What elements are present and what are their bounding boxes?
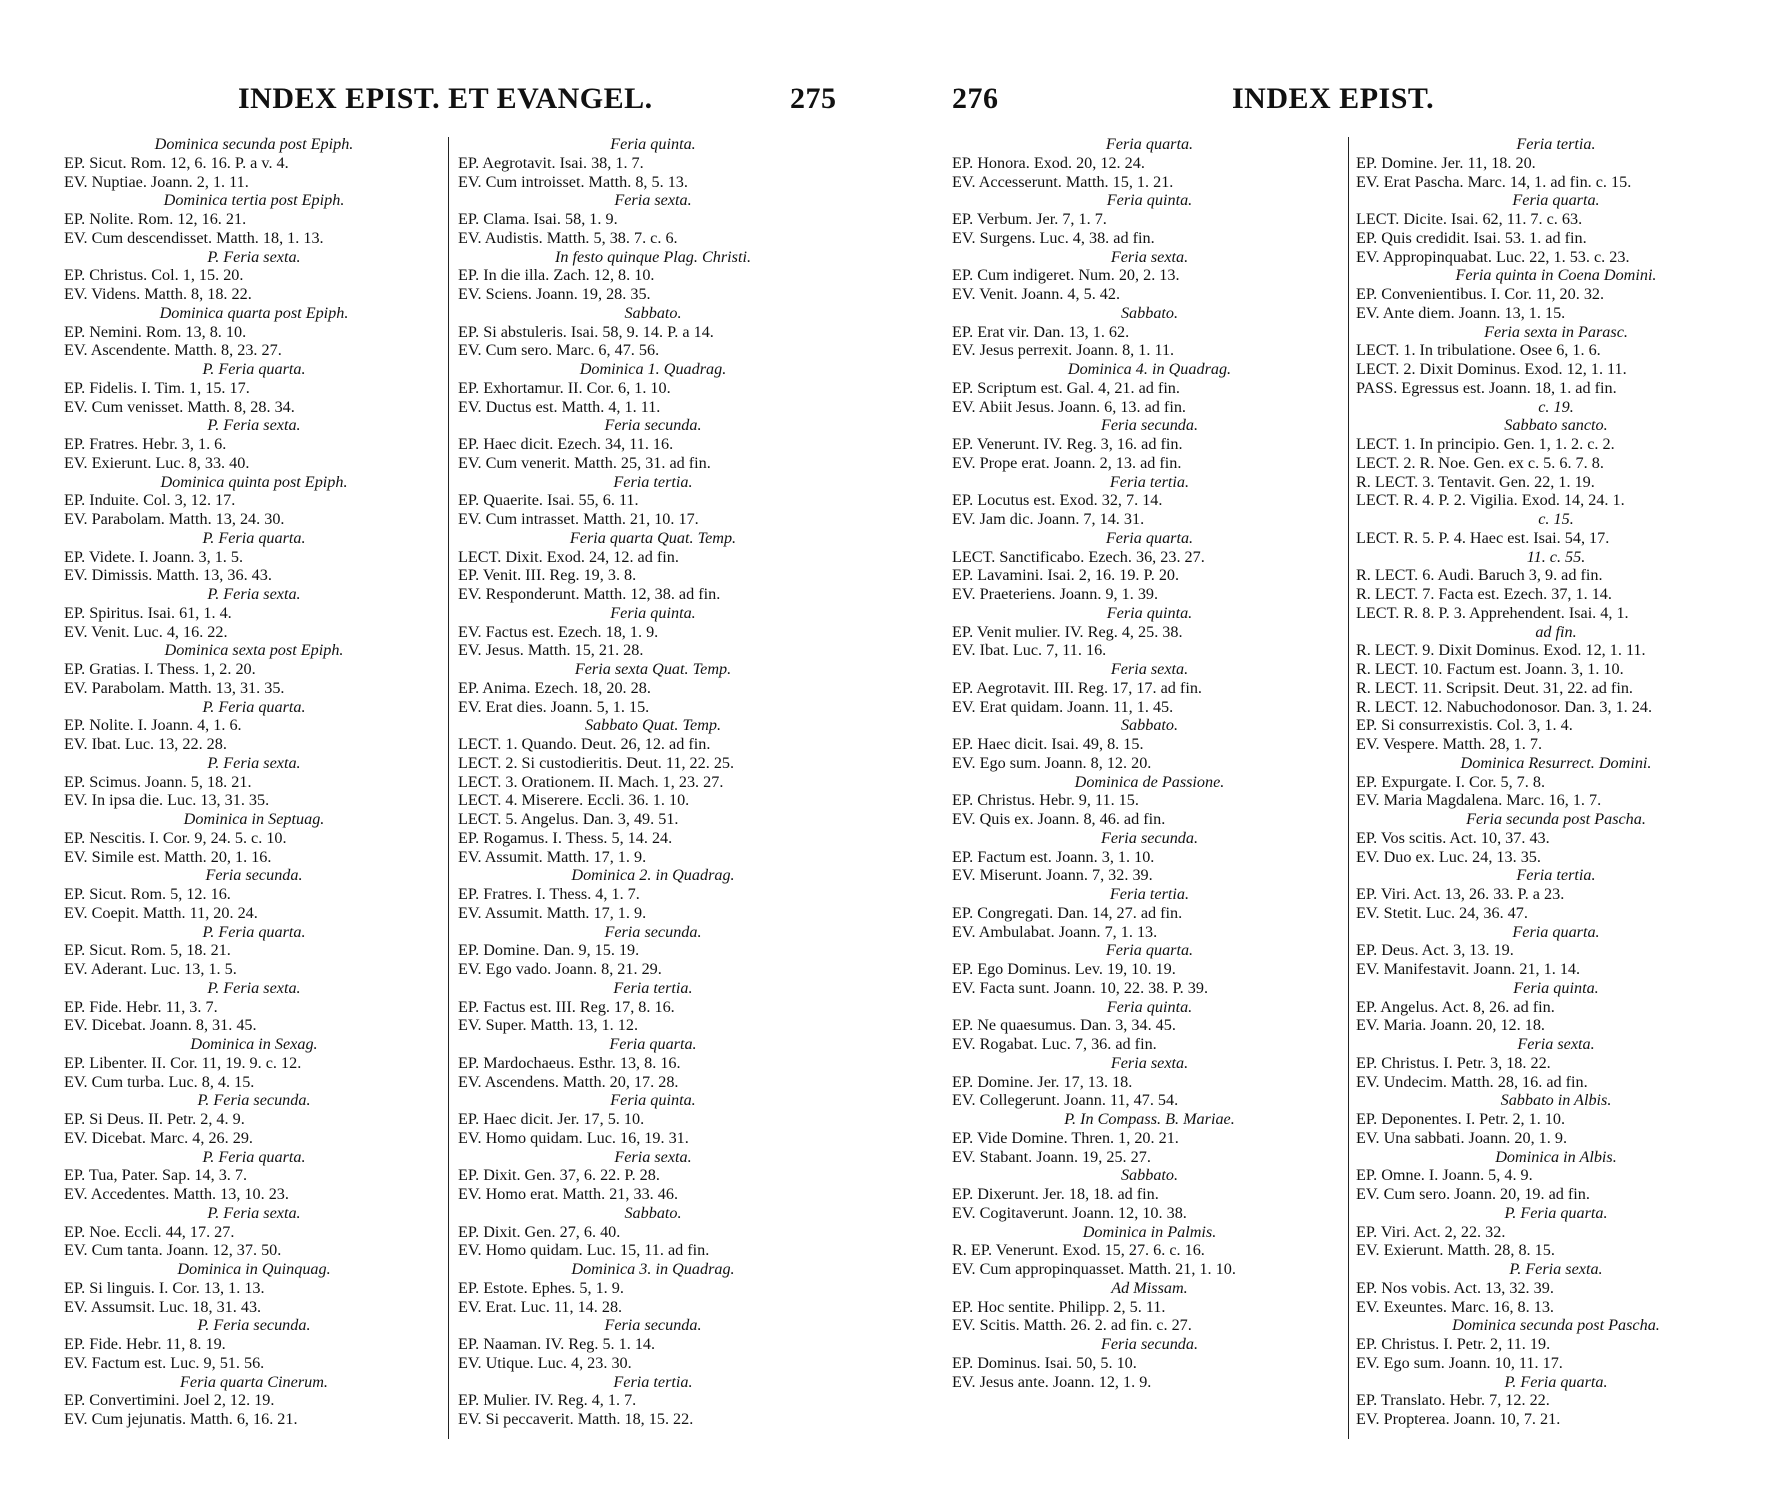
index-entry: EV. Super. Matth. 13, 1. 12. (458, 1016, 639, 1035)
index-entry: EP. Angelus. Act. 8, 26. ad fin. (1356, 997, 1555, 1016)
index-heading: Dominica in Quinquag. (177, 1260, 331, 1278)
index-entry: EV. Audistis. Matth. 5, 38. 7. c. 6. (458, 228, 678, 247)
index-entry: EP. Vide Domine. Thren. 1, 20. 21. (952, 1128, 1179, 1147)
index-entry: EP. Expurgate. I. Cor. 5, 7. 8. (1356, 772, 1545, 791)
index-entry: EP. Dominus. Isai. 50, 5. 10. (952, 1353, 1137, 1372)
index-heading: Dominica in Albis. (1495, 1147, 1617, 1166)
index-heading: Sabbato. (1120, 1166, 1179, 1185)
index-entry: EV. Jesus perrexit. Joann. 8, 1. 11. (952, 341, 1175, 360)
index-entry: EV. Duo ex. Luc. 24, 13. 35. (1356, 847, 1541, 866)
index-entry: EP. Fratres. I. Thess. 4, 1. 7. (458, 885, 640, 903)
index-heading: Feria quinta. (1106, 603, 1193, 622)
index-heading: Feria secunda post Pascha. (1466, 810, 1646, 828)
index-entry: LECT. Dixit. Exod. 24, 12. ad fin. (458, 547, 679, 566)
index-entry: EP. Aegrotavit. III. Reg. 17, 17. ad fin. (952, 678, 1202, 697)
index-entry: EV. Dicebat. Joann. 8, 31. 45. (64, 1016, 257, 1035)
index-heading: Feria secunda. (604, 922, 702, 941)
index-entry: R. EP. Venerunt. Exod. 15, 27. 6. c. 16. (952, 1241, 1205, 1260)
index-entry: EP. Fide. Hebr. 11, 3. 7. (64, 997, 218, 1016)
index-entry: EP. Translato. Hebr. 7, 12. 22. (1356, 1391, 1550, 1410)
index-heading: Dominica in Septuag. (183, 810, 325, 828)
index-entry: EP. Nescitis. I. Cor. 9, 24. 5. c. 10. (64, 828, 287, 847)
index-entry: EP. Exhortamur. II. Cor. 6, 1. 10. (458, 378, 671, 397)
index-entry: EV. Exierunt. Matth. 28, 8. 15. (1356, 1241, 1555, 1260)
index-entry: EV. Ascendente. Matth. 8, 23. 27. (64, 341, 282, 360)
index-entry: EP. Convenientibus. I. Cor. 11, 20. 32. (1356, 285, 1605, 303)
index-entry: EV. Scitis. Matth. 26. 2. ad fin. c. 27. (952, 1316, 1192, 1335)
index-entry: EV. Praeteriens. Joann. 9, 1. 39. (952, 585, 1159, 603)
index-entry: EV. Facta sunt. Joann. 10, 22. 38. P. 39. (952, 978, 1209, 997)
index-heading: Dominica de Passione. (1074, 772, 1225, 791)
index-entry: EV. Dicebat. Marc. 4, 26. 29. (64, 1128, 253, 1147)
index-entry: EV. Homo quidam. Luc. 16, 19. 31. (458, 1128, 689, 1147)
index-heading: P. Feria sexta. (207, 1203, 301, 1222)
right-page-title: INDEX EPIST. (1232, 82, 1435, 115)
index-entry: EV. Parabolam. Matth. 13, 24. 30. (64, 510, 285, 528)
index-heading: Feria tertia. (1109, 472, 1190, 491)
index-entry: EV. Surgens. Luc. 4, 38. ad fin. (952, 228, 1155, 247)
index-heading: Feria quarta. (1105, 528, 1194, 547)
index-heading: P. Feria sexta. (207, 978, 301, 997)
index-entry: EV. Collegerunt. Joann. 11, 47. 54. (952, 1091, 1179, 1110)
index-heading: Sabbato sancto. (1504, 416, 1608, 435)
column-divider (448, 137, 449, 1439)
right-page-column-2 (1356, 135, 1756, 1429)
index-entry: EV. Ego sum. Joann. 8, 12. 20. (952, 753, 1152, 772)
index-heading: Feria sexta in Parasc. (1484, 322, 1628, 341)
index-heading: Feria sexta. (1110, 247, 1189, 266)
index-entry: EV. Dimissis. Matth. 13, 36. 43. (64, 566, 272, 585)
index-heading: Dominica 2. in Quadrag. (571, 866, 735, 885)
index-entry: EP. Omne. I. Joann. 5, 4. 9. (1356, 1166, 1533, 1185)
index-entry: EP. Spiritus. Isai. 61, 1. 4. (64, 603, 232, 622)
index-entry: EP. Naaman. IV. Reg. 5. 1. 14. (458, 1335, 656, 1353)
index-entry: R. LECT. 12. Nabuchodonosor. Dan. 3, 1. 24. (1356, 697, 1652, 716)
index-entry: EV. In ipsa die. Luc. 13, 31. 35. (64, 791, 270, 810)
index-entry: EP. Sicut. Rom. 12, 6. 16. P. a v. 4. (64, 153, 289, 172)
index-entry: EP. Convertimini. Joel 2, 12. 19. (64, 1391, 275, 1410)
index-heading: Feria sexta. (614, 191, 692, 210)
right-page (890, 0, 1780, 1500)
index-entry: EP. Vos scitis. Act. 10, 37. 43. (1356, 828, 1550, 847)
index-heading: Feria secunda. (1100, 416, 1199, 435)
index-heading: Feria quarta. (609, 1035, 697, 1053)
index-entry: EV. Erat Pascha. Marc. 14, 1. ad fin. c. 15. (1356, 172, 1632, 191)
index-heading: Feria quarta Cinerum. (180, 1372, 328, 1391)
index-entry: EV. Ibat. Luc. 7, 11. 16. (952, 641, 1107, 660)
index-heading: Sabbato in Albis. (1500, 1091, 1612, 1110)
index-heading: P. Feria quarta. (202, 697, 306, 716)
index-entry: EP. Si abstuleris. Isai. 58, 9. 14. P. a 14. (458, 322, 714, 341)
index-entry: EP. Mulier. IV. Reg. 4, 1. 7. (458, 1391, 637, 1410)
index-entry: LECT. Sanctificabo. Ezech. 36, 23. 27. (952, 547, 1205, 566)
index-entry: LECT. 1. Quando. Deut. 26, 12. ad fin. (458, 735, 711, 753)
index-entry: EV. Ego vado. Joann. 8, 21. 29. (458, 960, 662, 978)
index-entry: R. LECT. 7. Facta est. Ezech. 37, 1. 14. (1356, 585, 1612, 603)
index-entry: EV. Cum turba. Luc. 8, 4. 15. (64, 1072, 255, 1091)
index-entry: EP. Fide. Hebr. 11, 8. 19. (64, 1335, 226, 1353)
index-entry: EV. Cum intrasset. Matth. 21, 10. 17. (458, 510, 699, 528)
index-heading: ad fin. (1535, 622, 1577, 641)
index-entry: EV. Ductus est. Matth. 4, 1. 11. (458, 397, 661, 416)
index-entry: EV. Cogitaverunt. Joann. 12, 10. 38. (952, 1203, 1187, 1222)
index-heading: Feria secunda. (1100, 1335, 1199, 1353)
index-entry: EV. Venit. Luc. 4, 16. 22. (64, 622, 228, 641)
index-heading: P. Feria sexta. (207, 585, 301, 603)
index-entry: EP. Libenter. II. Cor. 11, 19. 9. c. 12. (64, 1053, 302, 1072)
index-entry: EP. Dixit. Gen. 37, 6. 22. P. 28. (458, 1166, 660, 1185)
index-entry: EP. Aegrotavit. Isai. 38, 1. 7. (458, 153, 644, 172)
index-entry: EV. Factus est. Ezech. 18, 1. 9. (458, 622, 659, 641)
index-heading: Feria sexta Quat. Temp. (574, 660, 732, 678)
index-entry: EP. Venit mulier. IV. Reg. 4, 25. 38. (952, 622, 1183, 641)
index-entry: EV. Stabant. Joann. 19, 25. 27. (952, 1147, 1151, 1166)
index-heading: Dominica sexta post Epiph. (164, 641, 344, 660)
index-entry: EV. Responderunt. Matth. 12, 38. ad fin. (458, 585, 721, 603)
index-heading: P. Feria secunda. (197, 1316, 311, 1335)
index-entry: EP. Quaerite. Isai. 55, 6. 11. (458, 491, 639, 510)
index-heading: Feria quarta. (1512, 922, 1600, 941)
left-page-column-1 (64, 135, 444, 1429)
index-entry: EV. Aderant. Luc. 13, 1. 5. (64, 960, 237, 978)
index-entry: EP. Nemini. Rom. 13, 8. 10. (64, 322, 247, 341)
index-heading: Feria quinta. (610, 135, 696, 153)
index-entry: EP. Quis credidit. Isai. 53. 1. ad fin. (1356, 228, 1587, 247)
index-entry: EP. Viri. Act. 13, 26. 33. P. a 23. (1356, 885, 1565, 903)
left-page-number: 275 (790, 82, 837, 115)
index-entry: EP. Haec dicit. Jer. 17, 5. 10. (458, 1110, 645, 1128)
index-entry: EV. Factum est. Luc. 9, 51. 56. (64, 1353, 265, 1372)
index-entry: EV. Jesus. Matth. 15, 21. 28. (458, 641, 644, 660)
index-entry: R. LECT. 6. Audi. Baruch 3, 9. ad fin. (1356, 566, 1603, 585)
index-entry: LECT. Dicite. Isai. 62, 11. 7. c. 63. (1356, 210, 1583, 228)
index-heading: Dominica quarta post Epiph. (159, 303, 349, 322)
index-entry: EP. Gratias. I. Thess. 1, 2. 20. (64, 660, 256, 678)
index-heading: Feria tertia. (613, 472, 693, 491)
index-entry: EP. Christus. I. Petr. 3, 18. 22. (1356, 1053, 1551, 1072)
index-entry: EP. Congregati. Dan. 14, 27. ad fin. (952, 903, 1183, 922)
index-entry: EP. Rogamus. I. Thess. 5, 14. 24. (458, 828, 673, 847)
index-heading: P. Feria quarta. (202, 1147, 306, 1166)
index-entry: EV. Propterea. Joann. 10, 7. 21. (1356, 1410, 1561, 1428)
index-entry: EP. Venerunt. IV. Reg. 3, 16. ad fin. (952, 435, 1183, 453)
index-entry: EV. Ambulabat. Joann. 7, 1. 13. (952, 922, 1158, 941)
index-heading: Feria tertia. (1109, 885, 1190, 903)
index-entry: R. LECT. 9. Dixit Dominus. Exod. 12, 1. 11. (1356, 641, 1646, 660)
index-entry: EV. Cum sero. Joann. 20, 19. ad fin. (1356, 1185, 1590, 1203)
index-entry: EV. Manifestavit. Joann. 21, 1. 14. (1356, 960, 1581, 978)
index-entry: LECT. 5. Angelus. Dan. 3, 49. 51. (458, 810, 679, 828)
index-entry: EV. Ibat. Luc. 13, 22. 28. (64, 735, 227, 753)
index-heading: In festo quinque Plag. Christi. (554, 247, 752, 266)
index-entry: EP. Fidelis. I. Tim. 1, 15. 17. (64, 378, 250, 397)
index-heading: Feria quinta. (1106, 997, 1193, 1016)
index-entry: EP. Locutus est. Exod. 32, 7. 14. (952, 491, 1163, 510)
column-divider (1348, 137, 1349, 1439)
right-page-column-1 (952, 135, 1347, 1391)
index-entry: EP. Deponentes. I. Petr. 2, 1. 10. (1356, 1110, 1566, 1128)
index-heading: Feria secunda. (604, 1316, 702, 1335)
index-entry: EP. Tua, Pater. Sap. 14, 3. 7. (64, 1166, 248, 1185)
index-entry: EP. Christus. Col. 1, 15. 20. (64, 266, 244, 285)
index-entry: EP. Si linguis. I. Cor. 13, 1. 13. (64, 1278, 265, 1297)
index-entry: LECT. R. 8. P. 3. Apprehendent. Isai. 4, 1. (1356, 603, 1629, 622)
index-entry: EP. Hoc sentite. Philipp. 2, 5. 11. (952, 1297, 1166, 1316)
index-heading: Sabbato. (1120, 303, 1179, 322)
index-entry: EP. Cum indigeret. Num. 20, 2. 13. (952, 266, 1180, 285)
index-heading: Feria quarta. (1105, 941, 1194, 960)
index-heading: Dominica quinta post Epiph. (160, 472, 348, 491)
index-entry: EV. Exeuntes. Marc. 16, 8. 13. (1356, 1297, 1554, 1316)
index-heading: Feria tertia. (613, 1372, 693, 1391)
index-entry: EP. Domine. Jer. 11, 18. 20. (1356, 153, 1536, 172)
index-entry: EP. Sicut. Rom. 5, 12. 16. (64, 885, 231, 903)
index-entry: EP. Scriptum est. Gal. 4, 21. ad fin. (952, 378, 1180, 397)
index-entry: EV. Abiit Jesus. Joann. 6, 13. ad fin. (952, 397, 1186, 416)
index-entry: EP. Domine. Jer. 17, 13. 18. (952, 1072, 1133, 1091)
index-entry: LECT. R. 5. P. 4. Haec est. Isai. 54, 17. (1356, 528, 1610, 547)
index-heading: Feria secunda. (1100, 828, 1199, 847)
index-entry: EV. Erat quidam. Joann. 11, 1. 45. (952, 697, 1174, 716)
index-entry: LECT. 2. R. Noe. Gen. ex c. 5. 6. 7. 8. (1356, 453, 1604, 472)
index-entry: EV. Assumsit. Luc. 18, 31. 43. (64, 1297, 262, 1316)
index-heading: Feria sexta. (1110, 1053, 1189, 1072)
index-entry: EP. Noe. Eccli. 44, 17. 27. (64, 1222, 235, 1241)
index-heading: Feria quinta in Coena Domini. (1455, 266, 1657, 285)
index-entry: EV. Accedentes. Matth. 13, 10. 23. (64, 1185, 289, 1203)
index-heading: Sabbato. (624, 1203, 682, 1222)
index-entry: R. LECT. 11. Scripsit. Deut. 31, 22. ad fin. (1356, 678, 1633, 697)
index-heading: Feria tertia. (1516, 866, 1596, 885)
index-entry: EP. Ego Dominus. Lev. 19, 10. 19. (952, 960, 1176, 978)
index-entry: EV. Undecim. Matth. 28, 16. ad fin. (1356, 1072, 1588, 1091)
index-entry: EV. Maria Magdalena. Marc. 16, 1. 7. (1356, 791, 1602, 810)
index-heading: P. Feria sexta. (207, 753, 301, 772)
index-entry: EP. Christus. Hebr. 9, 11. 15. (952, 791, 1139, 810)
index-entry: EV. Videns. Matth. 8, 18. 22. (64, 285, 252, 303)
index-entry: EP. Honora. Exod. 20, 12. 24. (952, 153, 1145, 172)
index-entry: EP. Clama. Isai. 58, 1. 9. (458, 210, 618, 228)
index-heading: Sabbato. (624, 303, 682, 322)
index-entry: EP. Haec dicit. Ezech. 34, 11. 16. (458, 435, 674, 453)
index-entry: EP. Dixit. Gen. 27, 6. 40. (458, 1222, 621, 1241)
index-heading: Sabbato Quat. Temp. (584, 716, 722, 735)
right-page-number: 276 (952, 82, 999, 115)
index-heading: P. Feria quarta. (202, 360, 306, 378)
index-entry: EP. Mardochaeus. Esthr. 13, 8. 16. (458, 1053, 681, 1072)
index-heading: Feria quinta. (610, 1091, 696, 1110)
index-heading: P. Feria quarta. (202, 922, 306, 941)
index-entry: EP. Factus est. III. Reg. 17, 8. 16. (458, 997, 675, 1016)
index-entry: EV. Cum venerit. Matth. 25, 31. ad fin. (458, 453, 711, 472)
index-entry: EP. Fratres. Hebr. 3, 1. 6. (64, 435, 227, 453)
index-entry: EV. Quis ex. Joann. 8, 46. ad fin. (952, 810, 1166, 828)
index-entry: EV. Jam dic. Joann. 7, 14. 31. (952, 510, 1145, 528)
index-entry: EV. Cum appropinquasset. Matth. 21, 1. 10. (952, 1260, 1236, 1278)
index-entry: EP. Christus. I. Petr. 2, 11. 19. (1356, 1335, 1551, 1353)
index-entry: LECT. 2. Si custodieritis. Deut. 11, 22. 25. (458, 753, 735, 772)
index-entry: EV. Rogabat. Luc. 7, 36. ad fin. (952, 1035, 1157, 1053)
index-entry: EV. Assumit. Matth. 17, 1. 9. (458, 847, 647, 866)
index-entry: LECT. 3. Orationem. II. Mach. 1, 23. 27. (458, 772, 724, 791)
index-heading: Feria tertia. (1516, 135, 1596, 153)
index-heading: Feria sexta. (1110, 660, 1189, 678)
index-entry: EP. Estote. Ephes. 5, 1. 9. (458, 1278, 624, 1297)
index-entry: EP. Anima. Ezech. 18, 20. 28. (458, 678, 651, 697)
index-entry: EP. Nos vobis. Act. 13, 32. 39. (1356, 1278, 1554, 1297)
index-entry: EV. Ascendens. Matth. 20, 17. 28. (458, 1072, 679, 1091)
index-heading: P. Feria sexta. (207, 247, 301, 266)
index-heading: P. Feria sexta. (207, 416, 301, 435)
index-entry: EV. Assumit. Matth. 17, 1. 9. (458, 903, 647, 922)
index-entry: EV. Accesserunt. Matth. 15, 1. 21. (952, 172, 1174, 191)
index-heading: Feria secunda. (205, 866, 303, 885)
index-entry: EP. Nolite. Rom. 12, 16. 21. (64, 210, 247, 228)
index-entry: EP. Induite. Col. 3, 12. 17. (64, 491, 236, 510)
index-heading: Dominica in Palmis. (1082, 1222, 1217, 1241)
index-entry: EV. Prope erat. Joann. 2, 13. ad fin. (952, 453, 1182, 472)
index-heading: Feria quarta. (1512, 191, 1600, 210)
index-entry: EV. Parabolam. Matth. 13, 31. 35. (64, 678, 285, 697)
index-heading: Dominica 1. Quadrag. (579, 360, 727, 378)
index-heading: Feria tertia. (613, 978, 693, 997)
index-heading: Dominica in Sexag. (190, 1035, 318, 1053)
index-entry: EV. Ante diem. Joann. 13, 1. 15. (1356, 303, 1566, 322)
index-heading: Feria sexta. (1517, 1035, 1595, 1053)
index-heading: Dominica secunda post Epiph. (154, 135, 354, 153)
index-entry: EV. Exierunt. Luc. 8, 33. 40. (64, 453, 250, 472)
index-heading: Feria quarta Quat. Temp. (569, 528, 737, 547)
index-entry: EV. Miserunt. Joann. 7, 32. 39. (952, 866, 1153, 885)
index-entry: EV. Si peccaverit. Matth. 18, 15. 22. (458, 1410, 694, 1428)
index-entry: EP. Scimus. Joann. 5, 18. 21. (64, 772, 252, 791)
index-heading: Dominica Resurrect. Domini. (1460, 753, 1652, 772)
index-entry: LECT. 1. In principio. Gen. 1, 1. 2. c. 2. (1356, 435, 1615, 453)
index-entry: EV. Cum jejunatis. Matth. 6, 16. 21. (64, 1410, 298, 1428)
index-heading: Feria quinta. (1106, 191, 1193, 210)
index-entry: EP. Ne quaesumus. Dan. 3, 34. 45. (952, 1016, 1176, 1035)
index-entry: EP. Verbum. Jer. 7, 1. 7. (952, 210, 1107, 228)
index-heading: Ad Missam. (1111, 1278, 1188, 1297)
index-entry: LECT. 2. Dixit Dominus. Exod. 12, 1. 11. (1356, 360, 1627, 378)
index-heading: Feria sexta. (614, 1147, 692, 1166)
index-heading: 11. c. 55. (1526, 547, 1586, 566)
index-heading: Feria quinta. (1513, 978, 1599, 997)
index-entry: EP. Dixerunt. Jer. 18, 18. ad fin. (952, 1185, 1159, 1203)
index-entry: R. LECT. 10. Factum est. Joann. 3, 1. 10. (1356, 660, 1624, 678)
index-heading: P. In Compass. B. Mariae. (1064, 1110, 1235, 1128)
index-entry: EV. Vespere. Matth. 28, 1. 7. (1356, 735, 1542, 753)
index-entry: EV. Appropinquabat. Luc. 22, 1. 53. c. 23. (1356, 247, 1630, 266)
index-entry: EP. Venit. III. Reg. 19, 3. 8. (458, 566, 637, 585)
index-entry: EV. Homo quidam. Luc. 15, 11. ad fin. (458, 1241, 710, 1260)
index-entry: EV. Stetit. Luc. 24, 36. 47. (1356, 903, 1528, 922)
index-entry: EP. Videte. I. Joann. 3, 1. 5. (64, 547, 244, 566)
index-entry: EP. Deus. Act. 3, 13. 19. (1356, 941, 1514, 960)
index-entry: R. LECT. 3. Tentavit. Gen. 22, 1. 19. (1356, 472, 1595, 491)
index-entry: LECT. 1. In tribulatione. Osee 6, 1. 6. (1356, 341, 1601, 360)
index-heading: c. 19. (1538, 397, 1574, 416)
index-entry: EP. Viri. Act. 2, 22. 32. (1356, 1222, 1506, 1241)
index-entry: EV. Homo erat. Matth. 21, 33. 46. (458, 1185, 679, 1203)
index-heading: Dominica 4. in Quadrag. (1067, 360, 1232, 378)
index-entry: EP. Factum est. Joann. 3, 1. 10. (952, 847, 1155, 866)
index-entry: EP. Domine. Dan. 9, 15. 19. (458, 941, 640, 960)
index-entry: EV. Cum introisset. Matth. 8, 5. 13. (458, 172, 688, 191)
index-entry: EP. Si Deus. II. Petr. 2, 4. 9. (64, 1110, 245, 1128)
index-entry: LECT. R. 4. P. 2. Vigilia. Exod. 14, 24. 1. (1356, 491, 1625, 510)
index-entry: EV. Erat. Luc. 11, 14. 28. (458, 1297, 623, 1316)
index-entry: EV. Cum venisset. Matth. 8, 28. 34. (64, 397, 295, 416)
index-heading: Feria secunda. (604, 416, 702, 435)
index-entry: EV. Cum sero. Marc. 6, 47. 56. (458, 341, 660, 360)
index-heading: Dominica secunda post Pascha. (1452, 1316, 1660, 1335)
index-heading: P. Feria secunda. (197, 1091, 311, 1110)
index-entry: EV. Erat dies. Joann. 5, 1. 15. (458, 697, 650, 716)
index-entry: EP. Erat vir. Dan. 13, 1. 62. (952, 322, 1130, 341)
left-page-title: INDEX EPIST. ET EVANGEL. (238, 82, 653, 115)
index-entry: EV. Coepit. Matth. 11, 20. 24. (64, 903, 258, 922)
index-heading: P. Feria sexta. (1509, 1260, 1603, 1278)
index-entry: EV. Cum tanta. Joann. 12, 37. 50. (64, 1241, 282, 1260)
index-entry: EV. Simile est. Matth. 20, 1. 16. (64, 847, 272, 866)
index-heading: Dominica 3. in Quadrag. (571, 1260, 735, 1278)
index-entry: EP. In die illa. Zach. 12, 8. 10. (458, 266, 655, 285)
index-entry: EV. Jesus ante. Joann. 12, 1. 9. (952, 1372, 1152, 1391)
index-entry: EV. Nuptiae. Joann. 2, 1. 11. (64, 172, 249, 191)
index-entry: EP. Nolite. I. Joann. 4, 1. 6. (64, 716, 242, 735)
index-heading: c. 15. (1538, 510, 1574, 528)
index-heading: P. Feria quarta. (1504, 1372, 1608, 1391)
index-heading: P. Feria quarta. (1504, 1203, 1608, 1222)
index-heading: P. Feria quarta. (202, 528, 306, 547)
index-entry: PASS. Egressus est. Joann. 18, 1. ad fin. (1356, 378, 1617, 397)
index-entry: EV. Sciens. Joann. 19, 28. 35. (458, 285, 651, 303)
index-entry: EP. Sicut. Rom. 5, 18. 21. (64, 941, 231, 960)
index-entry: EV. Ego sum. Joann. 10, 11. 17. (1356, 1353, 1563, 1372)
index-entry: EV. Utique. Luc. 4, 23. 30. (458, 1353, 632, 1372)
index-heading: Feria quinta. (610, 603, 696, 622)
index-entry: EV. Venit. Joann. 4, 5. 42. (952, 285, 1121, 303)
index-entry: EP. Lavamini. Isai. 2, 16. 19. P. 20. (952, 566, 1180, 585)
index-entry: EV. Una sabbati. Joann. 20, 1. 9. (1356, 1128, 1568, 1147)
index-entry: EV. Cum descendisset. Matth. 18, 1. 13. (64, 228, 324, 247)
index-heading: Feria quarta. (1105, 135, 1194, 153)
index-entry: EP. Si consurrexistis. Col. 3, 1. 4. (1356, 716, 1573, 735)
index-entry: EV. Maria. Joann. 20, 12. 18. (1356, 1016, 1545, 1035)
index-heading: Sabbato. (1120, 716, 1179, 735)
left-page-column-2 (458, 135, 848, 1429)
index-entry: LECT. 4. Miserere. Eccli. 36. 1. 10. (458, 791, 690, 810)
index-heading: Dominica tertia post Epiph. (163, 191, 345, 210)
index-entry: EP. Haec dicit. Isai. 49, 8. 15. (952, 735, 1144, 753)
